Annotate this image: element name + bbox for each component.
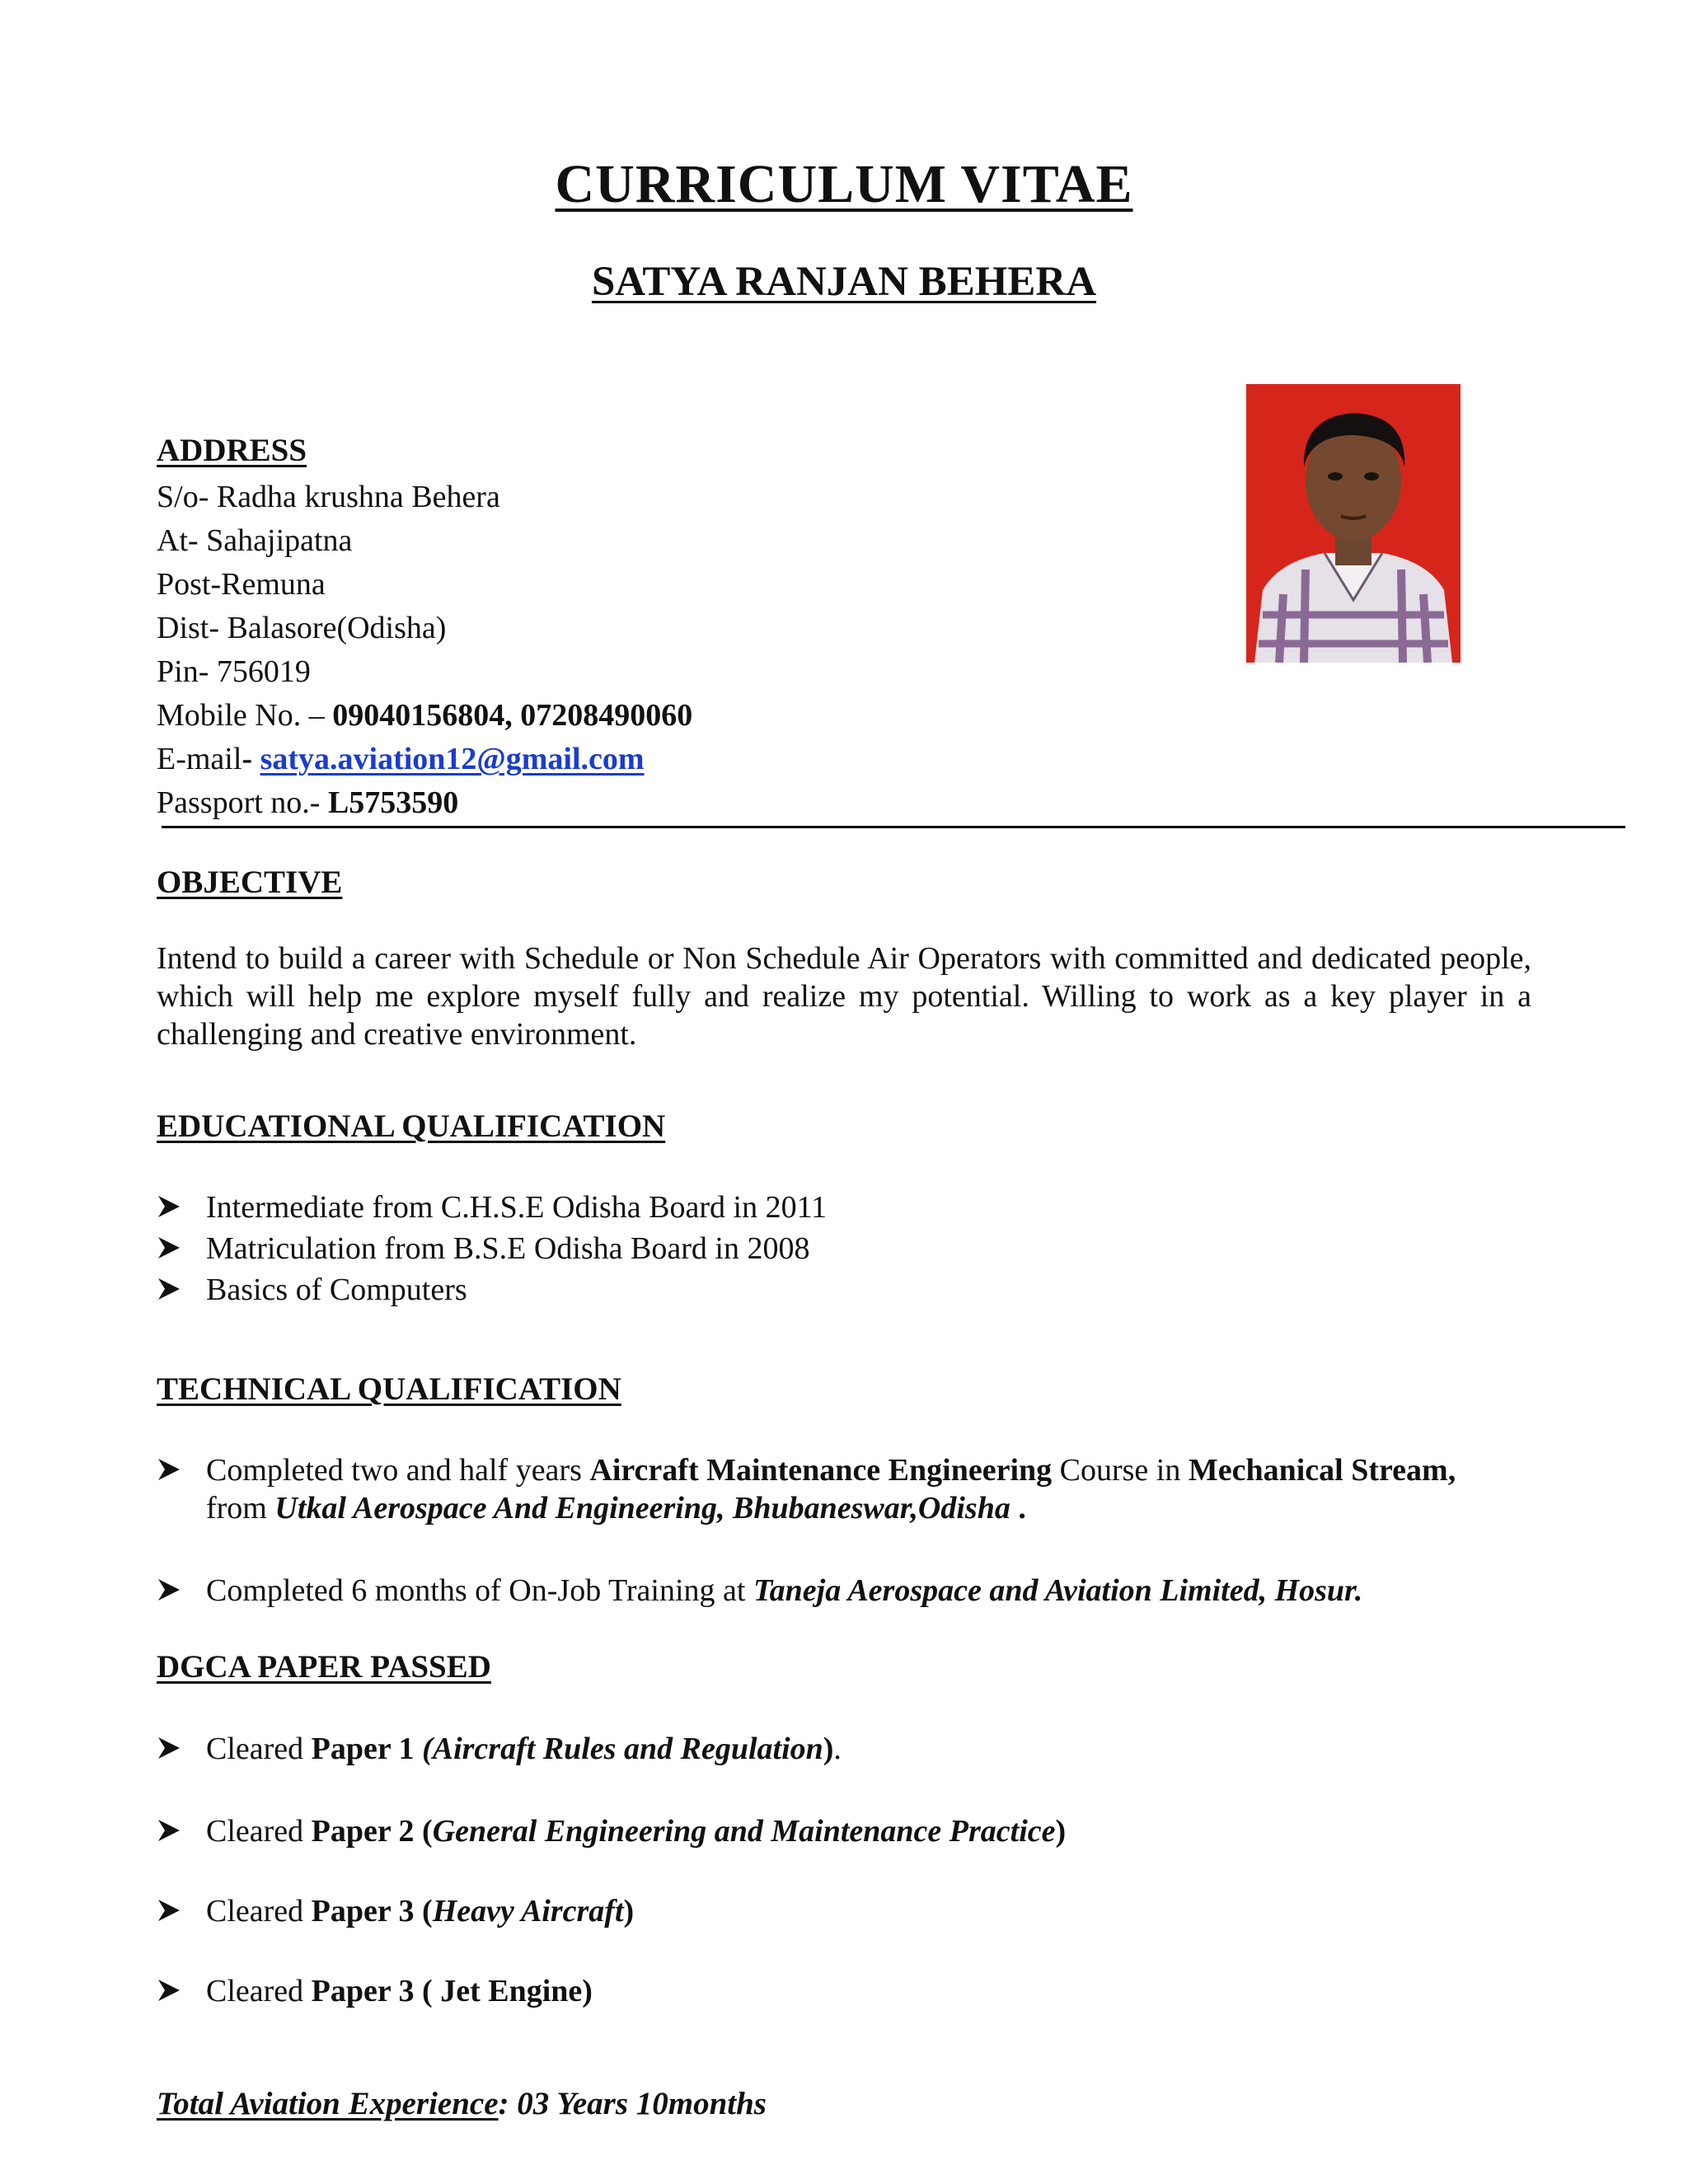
experience-value: 03 Years 10months	[517, 2086, 767, 2121]
arrow-bullet-icon	[157, 1736, 181, 1760]
experience-label: Total Aviation Experience	[157, 2086, 499, 2121]
technical-item	[206, 1572, 1362, 1609]
mobile-value: 09040156804, 07208490060	[332, 698, 693, 733]
text-fragment: )	[623, 1894, 635, 1929]
education-item: Matriculation from B.S.E Odisha Board in 2008	[206, 1231, 810, 1266]
arrow-bullet-icon	[157, 1235, 181, 1260]
paper-number: Paper 2 (	[311, 1814, 433, 1849]
arrow-bullet-icon	[157, 1277, 181, 1301]
candidate-name: SATYA RANJAN BEHERA	[591, 259, 1097, 305]
address-line: Dist- Balasore(Odisha)	[157, 611, 447, 645]
mobile-label: Mobile No. –	[157, 698, 333, 733]
passport-line	[157, 781, 692, 825]
dgca-item	[206, 1731, 842, 1767]
email-link[interactable]: satya.aviation12@gmail.com	[260, 742, 645, 776]
text-fragment: Cleared	[206, 1974, 312, 2008]
text-fragment: Cleared	[206, 1732, 312, 1766]
technical-item-line2	[206, 1490, 1026, 1526]
stream-name: Mechanical Stream,	[1188, 1453, 1456, 1488]
arrow-bullet-icon	[157, 1194, 181, 1219]
text-fragment: )	[823, 1732, 834, 1766]
passport-value: L5753590	[327, 785, 459, 820]
course-name: Aircraft Maintenance Engineering	[589, 1453, 1053, 1488]
education-item: Basics of Computers	[206, 1272, 467, 1307]
paper-number: Paper 3 ( Jet Engine)	[311, 1974, 593, 2008]
email-line	[157, 738, 692, 781]
text-fragment: (	[422, 1732, 433, 1766]
institute-name: Utkal Aerospace And Engineering, Bhubaneswar,Odisha	[274, 1491, 1010, 1526]
experience-separator: :	[498, 2086, 518, 2121]
address-line: At- Sahajipatna	[157, 523, 353, 558]
technical-item-line1	[206, 1452, 1456, 1488]
arrow-bullet-icon	[157, 1978, 181, 2003]
address-line: Pin- 756019	[157, 654, 311, 689]
text-fragment: Course in	[1052, 1453, 1189, 1488]
objective-text: Intend to build a career with Schedule or Non Schedule Air Operators with committed and dedicated people, which will help me explore myself fully and realize my potential. Willing to work as a key player in a challenging and creative environment.	[157, 941, 1531, 1052]
profile-photo	[1246, 384, 1461, 663]
dgca-item	[206, 1973, 593, 2009]
text-fragment: Completed 6 months of On-Job Training at	[206, 1573, 753, 1608]
paper-description: Heavy Aircraft	[432, 1894, 624, 1929]
passport-label: Passport no.-	[157, 785, 328, 820]
dgca-heading: DGCA PAPER PASSED	[157, 1649, 491, 1685]
section-divider	[162, 826, 1625, 828]
technical-heading: TECHNICAL QUALIFICATION	[157, 1371, 621, 1407]
arrow-bullet-icon	[157, 1577, 181, 1602]
arrow-bullet-icon	[157, 1898, 181, 1923]
email-label: E-mail	[157, 742, 242, 776]
address-heading: ADDRESS	[157, 433, 307, 468]
text-fragment: )	[1055, 1814, 1067, 1849]
mobile-line	[157, 694, 692, 738]
arrow-bullet-icon	[157, 1457, 181, 1482]
paper-description: General Engineering and Maintenance Practice	[432, 1814, 1056, 1849]
text-fragment: .	[833, 1732, 842, 1766]
text-fragment: from	[206, 1491, 275, 1526]
address-line: Post-Remuna	[157, 567, 326, 602]
email-separator: -	[241, 742, 260, 776]
paper-number: Paper 1	[311, 1732, 423, 1766]
dgca-item	[206, 1893, 634, 1929]
arrow-bullet-icon	[157, 1818, 181, 1843]
paper-description: Aircraft Rules and Regulation	[432, 1732, 823, 1766]
dgca-item	[206, 1813, 1066, 1849]
education-item: Intermediate from C.H.S.E Odisha Board in 2011	[206, 1190, 828, 1225]
address-block	[157, 476, 692, 825]
training-company: Taneja Aerospace and Aviation Limited, Hosur.	[753, 1573, 1363, 1608]
paper-number: Paper 3 (	[311, 1894, 433, 1929]
education-heading: EDUCATIONAL QUALIFICATION	[157, 1108, 666, 1144]
text-fragment: .	[1010, 1491, 1026, 1526]
total-experience	[157, 2085, 767, 2122]
person-icon	[1246, 384, 1461, 663]
document-title: CURRICULUM VITAE	[555, 154, 1133, 214]
text-fragment: Cleared	[206, 1814, 312, 1849]
text-fragment: Completed two and half years	[206, 1453, 590, 1488]
text-fragment: Cleared	[206, 1894, 312, 1929]
address-line: S/o- Radha krushna Behera	[157, 480, 500, 514]
objective-heading: OBJECTIVE	[157, 865, 343, 900]
